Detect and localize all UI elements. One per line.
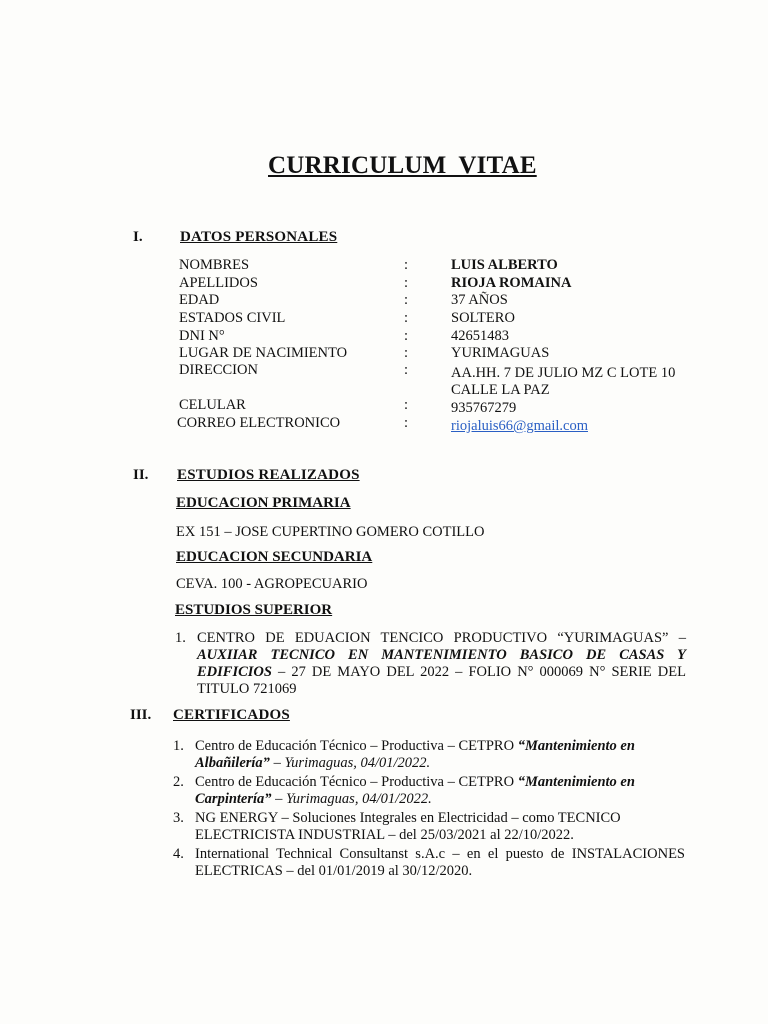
- list-item: [173, 738, 685, 772]
- field-value: 42651483: [451, 328, 509, 344]
- secundaria-value: CEVA. 100 - AGROPECUARIO: [176, 576, 368, 592]
- certificate-text: Centro de Educación Técnico – Productiva – CETPRO: [195, 738, 518, 754]
- list-number: 1.: [173, 738, 184, 754]
- field-colon: :: [404, 362, 409, 378]
- superior-list: [175, 630, 686, 698]
- certificate-date: – Yurimaguas, 04/01/2022.: [271, 791, 432, 807]
- field-row-nombres: [179, 257, 699, 274]
- field-label: DNI N°: [179, 328, 225, 344]
- field-label: EDAD: [179, 292, 220, 308]
- field-value: SOLTERO: [451, 310, 515, 326]
- list-number: 3.: [173, 810, 184, 826]
- field-label: DIRECCION: [179, 362, 258, 378]
- field-label: ESTADOS CIVIL: [179, 310, 286, 326]
- field-colon: :: [404, 275, 409, 291]
- primaria-value: EX 151 – JOSE CUPERTINO GOMERO COTILLO: [176, 524, 485, 540]
- list-item: [173, 774, 685, 808]
- field-label: CELULAR: [179, 397, 246, 413]
- subheading-secundaria: EDUCACION SECUNDARIA: [176, 549, 373, 565]
- section-heading-personal: DATOS PERSONALES: [180, 229, 338, 245]
- field-colon: :: [404, 345, 409, 361]
- field-colon: :: [404, 310, 409, 326]
- field-value: 935767279: [451, 400, 517, 416]
- field-row-lugar-nacimiento: [179, 345, 699, 362]
- field-colon: :: [404, 292, 409, 308]
- field-value: RIOJA ROMAINA: [451, 275, 572, 291]
- certificate-course: “Mantenimiento en Albañilería”: [195, 738, 635, 771]
- superior-institution: CENTRO DE EDUACION TENCICO PRODUCTIVO “YURIMAGUAS” –: [197, 630, 686, 646]
- field-row-estado-civil: [179, 310, 699, 327]
- section-heading-certificates: CERTIFICADOS: [173, 707, 290, 723]
- field-label: LUGAR DE NACIMIENTO: [179, 345, 348, 361]
- subheading-primaria: EDUCACION PRIMARIA: [176, 495, 351, 511]
- field-row-direccion: [179, 362, 699, 398]
- list-number: 2.: [173, 774, 184, 790]
- field-row-apellidos: [179, 275, 699, 292]
- list-number: 4.: [173, 846, 184, 862]
- certificate-text: International Technical Consultanst s.A.c – en el puesto de INSTALACIONES ELECTRICAS – del 01/01/2019 al 30/12/2020.: [195, 846, 685, 879]
- field-value-line2: CALLE LA PAZ: [451, 382, 550, 398]
- list-item: [175, 630, 686, 698]
- field-colon: :: [404, 257, 409, 273]
- list-number: 1.: [175, 630, 186, 646]
- field-label: NOMBRES: [179, 257, 250, 273]
- field-row-correo: [177, 415, 697, 432]
- certificates-list: [173, 738, 685, 880]
- certificate-date: – Yurimaguas, 04/01/2022.: [269, 755, 431, 771]
- document-title: CURRICULUM VITAE: [268, 152, 537, 179]
- list-item: [173, 846, 685, 880]
- field-label: CORREO ELECTRONICO: [177, 415, 341, 431]
- field-label: APELLIDOS: [179, 275, 258, 291]
- field-row-dni: [179, 328, 699, 345]
- list-item: [173, 810, 685, 844]
- section-numeral-certificates: III.: [130, 707, 152, 723]
- field-value: AA.HH. 7 DE JULIO MZ C LOTE 10: [451, 365, 676, 381]
- field-row-celular: [179, 397, 699, 414]
- certificate-text: Centro de Educación Técnico – Productiva – CETPRO: [195, 774, 518, 790]
- subheading-superior: ESTUDIOS SUPERIOR: [175, 602, 333, 618]
- field-colon: :: [404, 397, 409, 413]
- email-link[interactable]: riojaluis66@gmail.com: [451, 418, 588, 434]
- field-colon: :: [404, 415, 409, 431]
- certificate-course: “Mantenimiento en Carpintería”: [195, 774, 635, 807]
- field-value: 37 AÑOS: [451, 292, 508, 308]
- field-value: LUIS ALBERTO: [451, 257, 558, 273]
- field-value: YURIMAGUAS: [451, 345, 550, 361]
- field-colon: :: [404, 328, 409, 344]
- section-numeral-personal: I.: [133, 229, 143, 245]
- section-numeral-studies: II.: [133, 467, 149, 483]
- field-row-edad: [179, 292, 699, 309]
- superior-details: – 27 DE MAYO DEL 2022 – FOLIO N° 000069 N° SERIE DEL TITULO 721069: [197, 664, 686, 697]
- section-heading-studies: ESTUDIOS REALIZADOS: [177, 467, 360, 483]
- certificate-text: NG ENERGY – Soluciones Integrales en Electricidad – como TECNICO ELECTRICISTA INDUSTRIAL – del 25/03/2021 al 22/10/2022.: [195, 810, 621, 843]
- superior-degree: AUXIIAR TECNICO EN MANTENIMIENTO BASICO DE CASAS Y EDIFICIOS: [197, 647, 686, 680]
